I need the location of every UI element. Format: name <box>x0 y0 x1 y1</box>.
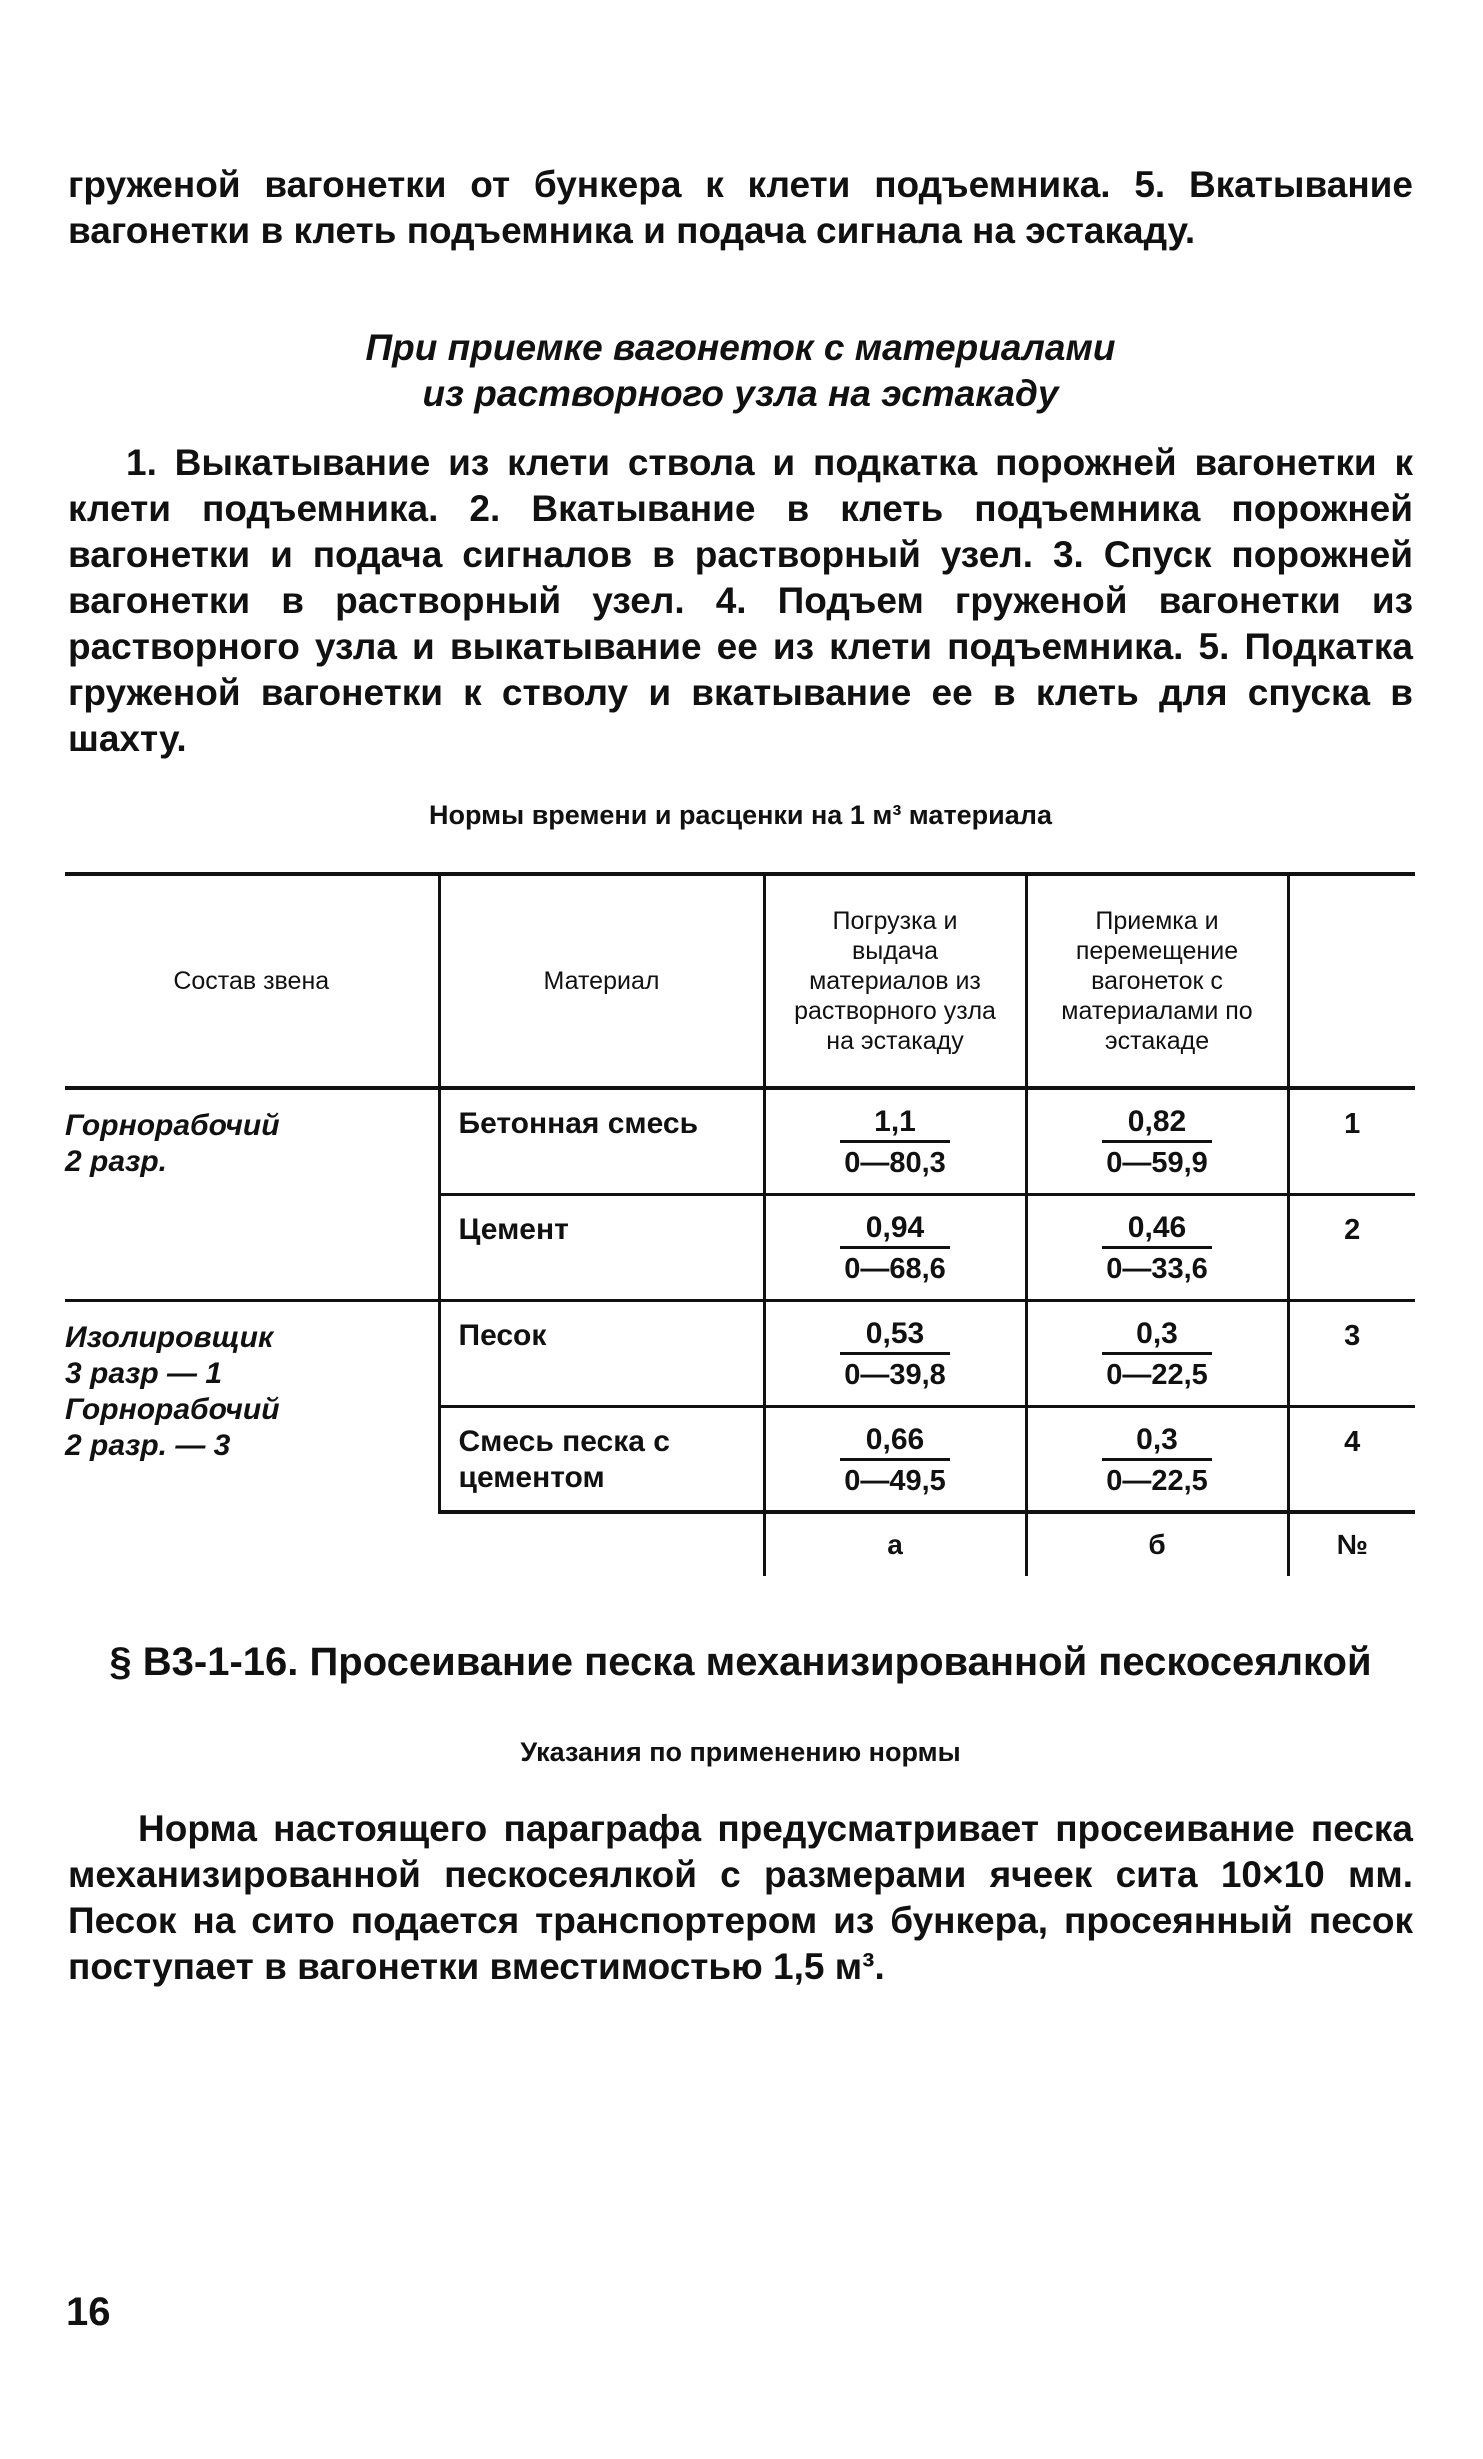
procedure-text: 1. Выкатывание из клети ствола и подкатка порожней вагонетки к клети подъемника. 2. Вкатывание в клеть подъемника порожней вагонетки и подача сигналов в растворный узел. 3. Спуск порожней вагонетки в растворный узел. 4. Подъем груженой вагонетки из растворного узла и выкатывание ее из клети подъемника. 5. Подкатка груженой вагонетки к стволу и вкатывание ее в клеть для спуска в шахту. <box>68 442 1413 759</box>
crew-1-line-1: Горнорабочий <box>65 1109 280 1142</box>
value-b-cell <box>1026 1300 1288 1406</box>
intro-text: груженой вагонетки от бункера к клети подъемника. 5. Вкатывание вагонетки в клеть подъемника и подача сигнала на эстакаду. <box>68 164 1413 251</box>
instructions-heading <box>68 1737 1413 1768</box>
row-number: 3 <box>1288 1300 1415 1406</box>
norm-paragraph <box>68 1806 1413 1990</box>
intro-paragraph <box>68 162 1413 254</box>
crew-cell-2 <box>65 1300 439 1512</box>
table-caption-text: Нормы времени и расценки на 1 м³ материала <box>429 800 1052 830</box>
row-number: 1 <box>1288 1088 1415 1194</box>
value-a-cell <box>764 1088 1026 1194</box>
value-b-numerator: 0,3 <box>1102 1316 1212 1355</box>
value-a-numerator: 1,1 <box>840 1104 950 1143</box>
subheading <box>68 325 1413 417</box>
value-b-cell <box>1026 1194 1288 1300</box>
section-title <box>68 1640 1413 1685</box>
table-caption <box>68 800 1413 831</box>
value-a-cell <box>764 1300 1026 1406</box>
table-footer-row <box>65 1512 1415 1576</box>
page-number: 16 <box>66 2290 111 2334</box>
header-material: Материал <box>439 874 764 1088</box>
material-cell: Бетонная смесь <box>439 1088 764 1194</box>
row-number: 4 <box>1288 1406 1415 1512</box>
crew-cell-1 <box>65 1088 439 1300</box>
procedure-paragraph <box>68 440 1413 762</box>
material-cell: Цемент <box>439 1194 764 1300</box>
value-b-numerator: 0,3 <box>1102 1422 1212 1461</box>
crew-2-line-2: 3 разр — 1 <box>65 1356 223 1390</box>
value-a-numerator: 0,94 <box>840 1210 950 1249</box>
material-cell: Песок <box>439 1300 764 1406</box>
value-a-cell <box>764 1406 1026 1512</box>
crew-1-line-2: 2 разр. <box>65 1145 167 1178</box>
subheading-line-2: из растворного узла на эстакаду <box>422 373 1059 414</box>
footer-empty-1 <box>65 1512 439 1576</box>
crew-2-line-3: Горнорабочий <box>65 1392 280 1426</box>
table-header-row <box>65 874 1415 1088</box>
header-crew: Состав звена <box>65 874 439 1088</box>
value-a-numerator: 0,53 <box>840 1316 950 1355</box>
value-b-numerator: 0,82 <box>1102 1104 1212 1143</box>
value-b-denominator: 0—59,9 <box>1106 1147 1208 1179</box>
value-a-denominator: 0—49,5 <box>844 1464 946 1497</box>
footer-col-a: а <box>764 1512 1026 1576</box>
crew-2-line-4: 2 разр. — 3 <box>65 1428 231 1462</box>
material-cell: Смесь песка с цементом <box>439 1406 764 1512</box>
value-b-denominator: 0—22,5 <box>1106 1464 1208 1497</box>
crew-2-line-1: Изолировщик <box>65 1320 274 1354</box>
section-title-text: § В3-1-16. Просеивание песка механизированной пескосеялкой <box>109 1640 1372 1684</box>
norm-text: Норма настоящего параграфа предусматривает просеивание песка механизированной пескосеялкой с размерами ячеек сита 10×10 мм. Песок на сито подается транспортером из бункера, просеянный песок поступает в вагонетки вместимостью 1,5 м³. <box>68 1808 1413 1987</box>
value-a-denominator: 0—80,3 <box>844 1147 946 1179</box>
value-b-cell <box>1026 1088 1288 1194</box>
value-b-cell <box>1026 1406 1288 1512</box>
table-row <box>65 1088 1415 1194</box>
header-col-b: Приемка и перемещение вагонеток с материалами по эстакаде <box>1026 874 1288 1088</box>
footer-col-b: б <box>1026 1512 1288 1576</box>
table-row <box>65 1300 1415 1406</box>
norms-table <box>65 872 1415 1576</box>
row-number: 2 <box>1288 1194 1415 1300</box>
value-b-numerator: 0,46 <box>1102 1210 1212 1249</box>
value-b-denominator: 0—33,6 <box>1106 1252 1208 1285</box>
instructions-heading-text: Указания по применению нормы <box>520 1737 961 1767</box>
value-a-denominator: 0—39,8 <box>844 1358 946 1391</box>
value-a-cell <box>764 1194 1026 1300</box>
subheading-line-1: При приемке вагонеток с материалами <box>365 327 1116 368</box>
header-col-a: Погрузка и выдача материалов из растворного узла на эстакаду <box>764 874 1026 1088</box>
header-empty <box>1288 874 1415 1088</box>
value-a-denominator: 0—68,6 <box>844 1252 946 1285</box>
footer-col-n: № <box>1288 1512 1415 1576</box>
footer-empty-2 <box>439 1512 764 1576</box>
value-b-denominator: 0—22,5 <box>1106 1358 1208 1391</box>
value-a-numerator: 0,66 <box>840 1422 950 1461</box>
